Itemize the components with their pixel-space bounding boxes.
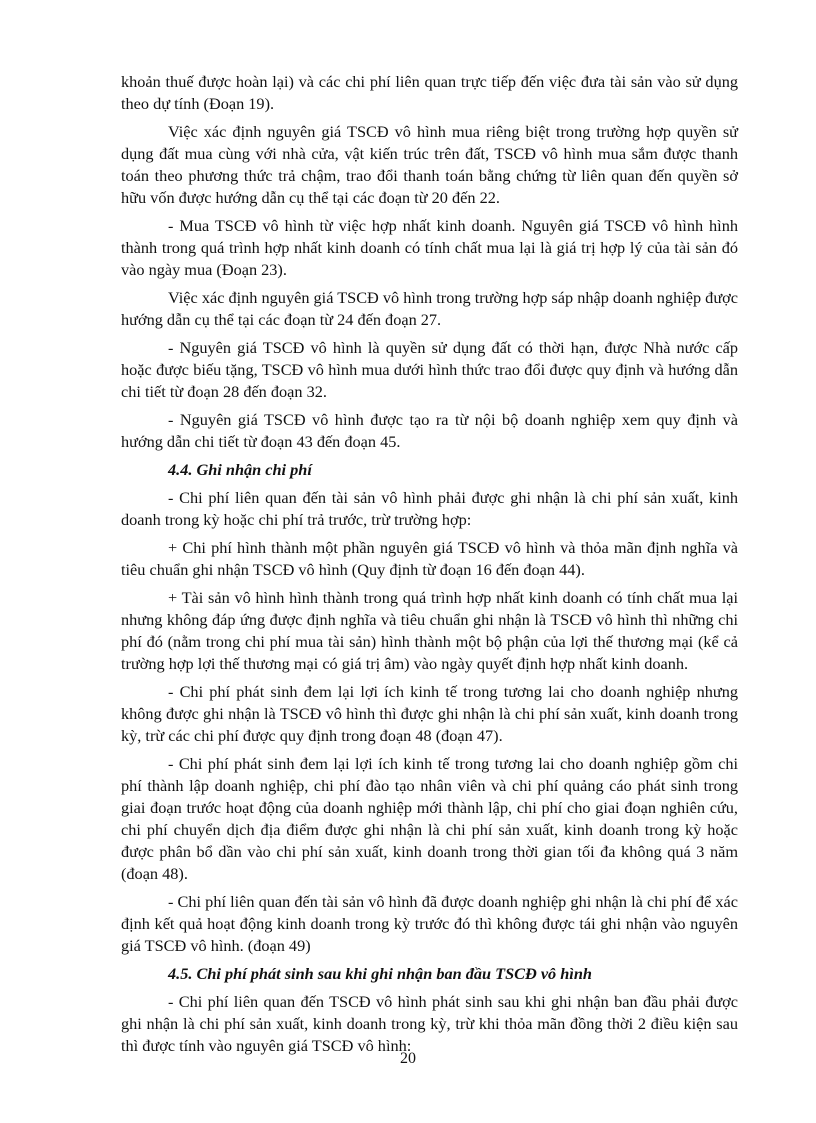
paragraph-3: - Mua TSCĐ vô hình từ việc hợp nhất kinh doanh. Nguyên giá TSCĐ vô hình hình thành trong quá trình hợp nhất kinh doanh có tính chất mua lại là giá trị hợp lý của tài sản đó vào ngày mua (Đoạn 23). [121, 216, 738, 279]
paragraph-8: + Chi phí hình thành một phần nguyên giá TSCĐ vô hình và thỏa mãn định nghĩa và tiêu chuẩn ghi nhận TSCĐ vô hình (Quy định từ đoạn 16 đến đoạn 44). [121, 538, 738, 579]
section-heading-4-5: 4.5. Chi phí phát sinh sau khi ghi nhận ban đầu TSCĐ vô hình [168, 964, 592, 983]
page-number: 20 [400, 1050, 416, 1067]
paragraph-13: - Chi phí liên quan đến TSCĐ vô hình phát sinh sau khi ghi nhận ban đầu phải được ghi nhận là chi phí sản xuất, kinh doanh trong kỳ, trừ khi thỏa mãn đồng thời 2 điều kiện sau thì được tính vào nguyên giá TSCĐ vô hình: [121, 992, 738, 1055]
paragraph-12: - Chi phí liên quan đến tài sản vô hình đã được doanh nghiệp ghi nhận là chi phí để xác định kết quả hoạt động kinh doanh trong kỳ trước đó thì không được tái ghi nhận vào nguyên giá TSCĐ vô hình. (đoạn 49) [121, 892, 738, 955]
document-page [121, 71, 738, 1063]
section-heading-4-4: 4.4. Ghi nhận chi phí [168, 460, 312, 479]
paragraph-9: + Tài sản vô hình hình thành trong quá trình hợp nhất kinh doanh có tính chất mua lại nhưng không đáp ứng được định nghĩa và tiêu chuẩn ghi nhận là TSCĐ vô hình thì những chi phí đó (nằm trong chi phí mua tài sản) hình thành một bộ phận của lợi thế thương mại (kể cả trường hợp lợi thế thương mại có giá trị âm) vào ngày quyết định hợp nhất kinh doanh. [121, 588, 738, 673]
paragraph-11: - Chi phí phát sinh đem lại lợi ích kinh tế trong tương lai cho doanh nghiệp gồm chi phí thành lập doanh nghiệp, chi phí đào tạo nhân viên và chi phí quảng cáo phát sinh trong giai đoạn trước hoạt động của doanh nghiệp mới thành lập, chi phí cho giai đoạn nghiên cứu, chi phí chuyển dịch địa điểm được ghi nhận là chi phí sản xuất, kinh doanh trong kỳ hoặc được phân bổ dần vào chi phí sản xuất, kinh doanh trong thời gian tối đa không quá 3 năm (đoạn 48). [121, 754, 738, 883]
paragraph-2: Việc xác định nguyên giá TSCĐ vô hình mua riêng biệt trong trường hợp quyền sử dụng đất mua cùng với nhà cửa, vật kiến trúc trên đất, TSCĐ vô hình mua sắm được thanh toán theo phương thức trả chậm, trao đổi thanh toán bằng chứng từ liên quan đến quyền sở hữu vốn được hướng dẫn cụ thể tại các đoạn từ 20 đến 22. [121, 122, 738, 207]
paragraph-1: khoản thuế được hoàn lại) và các chi phí liên quan trực tiếp đến việc đưa tài sản vào sử dụng theo dự tính (Đoạn 19). [121, 72, 738, 113]
paragraph-7: - Chi phí liên quan đến tài sản vô hình phải được ghi nhận là chi phí sản xuất, kinh doanh trong kỳ hoặc chi phí trả trước, trừ trường hợp: [121, 488, 738, 529]
paragraph-4: Việc xác định nguyên giá TSCĐ vô hình trong trường hợp sáp nhập doanh nghiệp được hướng dẫn cụ thể tại các đoạn từ 24 đến đoạn 27. [121, 288, 738, 329]
paragraph-6: - Nguyên giá TSCĐ vô hình được tạo ra từ nội bộ doanh nghiệp xem quy định và hướng dẫn chi tiết từ đoạn 43 đến đoạn 45. [121, 410, 738, 451]
paragraph-10: - Chi phí phát sinh đem lại lợi ích kinh tế trong tương lai cho doanh nghiệp nhưng không được ghi nhận là TSCĐ vô hình thì được ghi nhận là chi phí sản xuất, kinh doanh trong kỳ, trừ các chi phí được quy định trong đoạn 48 (đoạn 47). [121, 682, 738, 745]
paragraph-5: - Nguyên giá TSCĐ vô hình là quyền sử dụng đất có thời hạn, được Nhà nước cấp hoặc được biếu tặng, TSCĐ vô hình mua dưới hình thức trao đổi được quy định và hướng dẫn chi tiết từ đoạn 28 đến đoạn 32. [121, 338, 738, 401]
